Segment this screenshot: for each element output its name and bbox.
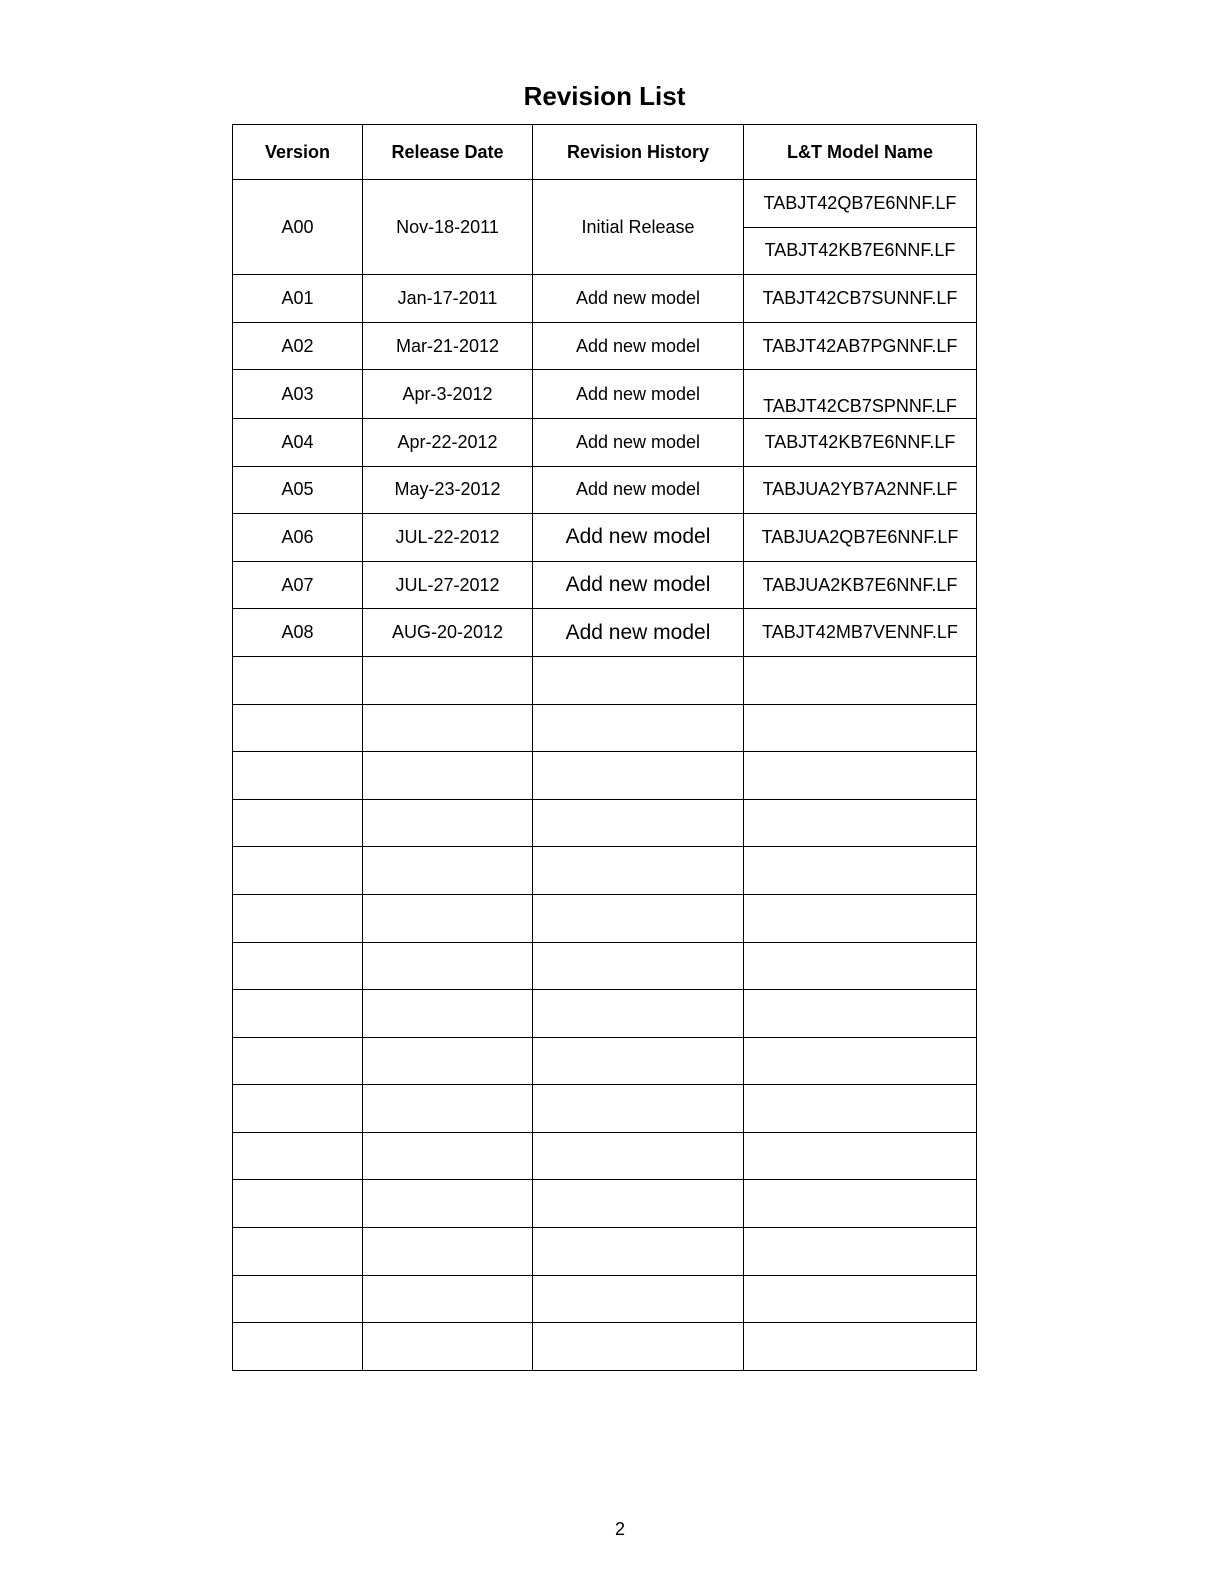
header-model-name: L&T Model Name xyxy=(744,125,977,180)
empty-cell xyxy=(363,752,533,800)
empty-cell xyxy=(363,799,533,847)
empty-table-row xyxy=(233,704,977,752)
history-cell: Add new model xyxy=(533,275,744,323)
empty-cell xyxy=(744,704,977,752)
empty-cell xyxy=(233,1275,363,1323)
version-cell: A03 xyxy=(233,370,363,419)
empty-cell xyxy=(533,1323,744,1371)
empty-table-row xyxy=(233,1228,977,1276)
empty-cell xyxy=(533,1275,744,1323)
empty-cell xyxy=(744,894,977,942)
empty-cell xyxy=(533,847,744,895)
empty-cell xyxy=(744,847,977,895)
empty-cell xyxy=(533,1132,744,1180)
model-cell: TABJT42MB7VENNF.LF xyxy=(744,609,977,657)
empty-cell xyxy=(363,1228,533,1276)
empty-cell xyxy=(233,942,363,990)
empty-cell xyxy=(744,1132,977,1180)
empty-table-row xyxy=(233,799,977,847)
empty-cell xyxy=(744,1323,977,1371)
version-cell: A06 xyxy=(233,514,363,562)
empty-cell xyxy=(533,1085,744,1133)
empty-cell xyxy=(744,1275,977,1323)
table-row xyxy=(233,418,977,466)
history-cell: Add new model xyxy=(533,561,744,609)
empty-cell xyxy=(363,847,533,895)
model-cell: TABJUA2YB7A2NNF.LF xyxy=(744,466,977,514)
empty-cell xyxy=(363,656,533,704)
date-cell: May-23-2012 xyxy=(363,466,533,514)
table-row xyxy=(233,180,977,228)
empty-cell xyxy=(744,1085,977,1133)
empty-cell xyxy=(363,894,533,942)
empty-cell xyxy=(363,1085,533,1133)
empty-cell xyxy=(533,656,744,704)
empty-cell xyxy=(363,942,533,990)
empty-cell xyxy=(233,656,363,704)
date-cell: Apr-3-2012 xyxy=(363,370,533,419)
version-cell: A07 xyxy=(233,561,363,609)
table-row xyxy=(233,514,977,562)
version-cell: A04 xyxy=(233,418,363,466)
empty-table-row xyxy=(233,942,977,990)
empty-cell xyxy=(744,1037,977,1085)
date-cell: Mar-21-2012 xyxy=(363,322,533,370)
empty-cell xyxy=(533,942,744,990)
empty-cell xyxy=(233,847,363,895)
version-cell: A01 xyxy=(233,275,363,323)
empty-cell xyxy=(363,990,533,1038)
empty-table-row xyxy=(233,990,977,1038)
empty-cell xyxy=(363,1275,533,1323)
empty-cell xyxy=(233,990,363,1038)
header-version: Version xyxy=(233,125,363,180)
empty-cell xyxy=(744,656,977,704)
date-cell: Nov-18-2011 xyxy=(363,180,533,275)
empty-cell xyxy=(744,799,977,847)
empty-cell xyxy=(233,1228,363,1276)
history-cell: Add new model xyxy=(533,370,744,419)
empty-cell xyxy=(233,704,363,752)
table-row xyxy=(233,275,977,323)
empty-table-row xyxy=(233,1275,977,1323)
date-cell: Apr-22-2012 xyxy=(363,418,533,466)
empty-cell xyxy=(744,1180,977,1228)
empty-cell xyxy=(233,1323,363,1371)
empty-table-row xyxy=(233,1085,977,1133)
model-cell: TABJT42KB7E6NNF.LF xyxy=(744,418,977,466)
model-cell: TABJUA2QB7E6NNF.LF xyxy=(744,514,977,562)
empty-cell xyxy=(233,894,363,942)
table-row xyxy=(233,466,977,514)
empty-cell xyxy=(233,1037,363,1085)
empty-cell xyxy=(533,1228,744,1276)
empty-table-row xyxy=(233,1037,977,1085)
empty-table-row xyxy=(233,1132,977,1180)
model-cell: TABJUA2KB7E6NNF.LF xyxy=(744,561,977,609)
empty-cell xyxy=(744,990,977,1038)
empty-table-row xyxy=(233,894,977,942)
page-number: 2 xyxy=(614,1519,625,1539)
empty-cell xyxy=(233,1085,363,1133)
version-cell: A00 xyxy=(233,180,363,275)
empty-cell xyxy=(744,752,977,800)
empty-cell xyxy=(233,799,363,847)
empty-rows xyxy=(233,656,977,1370)
empty-cell xyxy=(233,1180,363,1228)
empty-table-row xyxy=(233,1323,977,1371)
table-row xyxy=(233,609,977,657)
history-cell: Add new model xyxy=(533,466,744,514)
page-title: Revision List xyxy=(523,81,686,111)
history-cell: Initial Release xyxy=(533,180,744,275)
model-cell: TABJT42CB7SPNNF.LF xyxy=(744,370,977,419)
model-cell: TABJT42KB7E6NNF.LF xyxy=(744,227,977,275)
header-revision-history: Revision History xyxy=(533,125,744,180)
date-cell: JUL-22-2012 xyxy=(363,514,533,562)
version-cell: A05 xyxy=(233,466,363,514)
history-cell: Add new model xyxy=(533,322,744,370)
empty-cell xyxy=(233,752,363,800)
history-cell: Add new model xyxy=(533,418,744,466)
empty-cell xyxy=(533,1037,744,1085)
empty-cell xyxy=(533,799,744,847)
empty-cell xyxy=(363,704,533,752)
date-cell: JUL-27-2012 xyxy=(363,561,533,609)
empty-cell xyxy=(533,704,744,752)
table-row xyxy=(233,370,977,419)
empty-table-row xyxy=(233,1180,977,1228)
empty-cell xyxy=(363,1132,533,1180)
empty-cell xyxy=(363,1037,533,1085)
date-cell: AUG-20-2012 xyxy=(363,609,533,657)
empty-cell xyxy=(533,1180,744,1228)
empty-cell xyxy=(363,1180,533,1228)
empty-cell xyxy=(533,990,744,1038)
empty-cell xyxy=(363,1323,533,1371)
model-cell: TABJT42QB7E6NNF.LF xyxy=(744,180,977,228)
empty-table-row xyxy=(233,847,977,895)
empty-cell xyxy=(533,752,744,800)
empty-table-row xyxy=(233,752,977,800)
table-row xyxy=(233,322,977,370)
empty-cell xyxy=(233,1132,363,1180)
date-cell: Jan-17-2011 xyxy=(363,275,533,323)
version-cell: A02 xyxy=(233,322,363,370)
table-row xyxy=(233,561,977,609)
model-cell: TABJT42CB7SUNNF.LF xyxy=(744,275,977,323)
history-cell: Add new model xyxy=(533,609,744,657)
history-cell: Add new model xyxy=(533,514,744,562)
revision-table xyxy=(232,124,977,1371)
empty-table-row xyxy=(233,656,977,704)
model-cell: TABJT42AB7PGNNF.LF xyxy=(744,322,977,370)
empty-cell xyxy=(533,894,744,942)
empty-cell xyxy=(744,1228,977,1276)
empty-cell xyxy=(744,942,977,990)
version-cell: A08 xyxy=(233,609,363,657)
table-header-row xyxy=(233,125,977,180)
header-release-date: Release Date xyxy=(363,125,533,180)
